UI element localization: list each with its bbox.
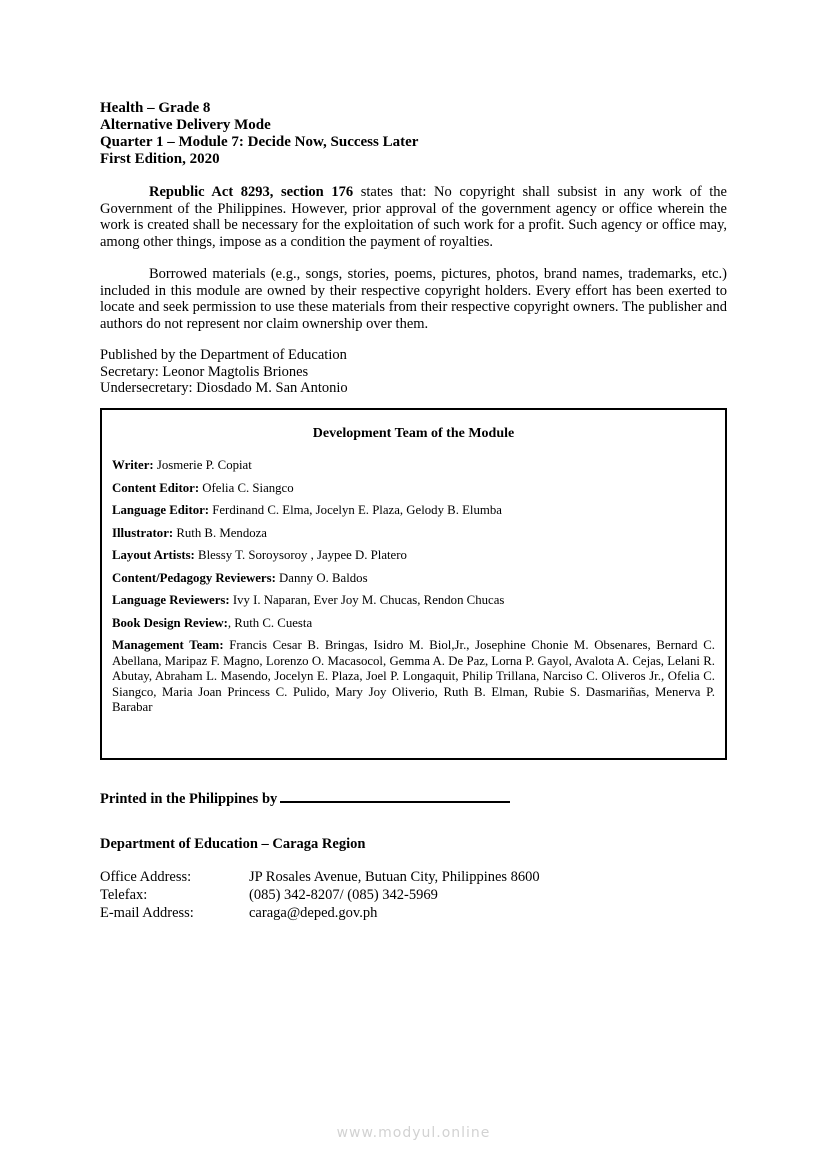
development-team-box bbox=[100, 408, 727, 760]
copyright-notice bbox=[100, 184, 727, 250]
team-members: Ferdinand C. Elma, Jocelyn E. Plaza, Gelody B. Elumba bbox=[209, 503, 502, 517]
watermark: www.modyul.online bbox=[336, 1125, 491, 1141]
module-title: Quarter 1 – Module 7: Decide Now, Success Later bbox=[100, 134, 419, 150]
team-row-layout-artists bbox=[112, 548, 715, 563]
publisher-info bbox=[100, 347, 348, 397]
copyright-text: states that: No copyright shall subsist in any work of the Government of the Philippines. However, prior approval of the government agency or office wherein the work is created shall be necessary for the exploitation of such work for a profit. Such agency or office may, among other things, impose as a condition the payment of royalties. bbox=[100, 184, 727, 250]
team-members: Ofelia C. Siangco bbox=[199, 480, 294, 495]
contact-label: Telefax: bbox=[100, 887, 148, 903]
edition: First Edition, 2020 bbox=[100, 151, 220, 167]
team-members: Danny O. Baldos bbox=[275, 570, 368, 585]
borrowed-materials-notice: Borrowed materials (e.g., songs, stories, poems, pictures, photos, brand names, trademarks, etc.) included in this module are owned by their respective copyright holders. Every effort has been exerted to locate and seek permission to use these materials from their respective copyright owners. The publisher and authors do not represent nor claim ownership over them. bbox=[100, 266, 727, 332]
team-row-management bbox=[112, 638, 715, 716]
printed-by bbox=[100, 789, 510, 808]
team-role-label: Content/Pedagogy Reviewers: bbox=[112, 570, 276, 585]
contact-label: Office Address: bbox=[100, 869, 192, 885]
printer-blank-line bbox=[280, 789, 510, 803]
team-role-label: Book Design Review: bbox=[112, 615, 228, 630]
team-row-illustrator bbox=[112, 526, 715, 541]
delivery-mode: Alternative Delivery Mode bbox=[100, 117, 271, 133]
team-row-writer bbox=[112, 458, 715, 473]
team-row-language-reviewers bbox=[112, 593, 715, 608]
team-list bbox=[112, 458, 715, 723]
module-title-block bbox=[100, 100, 418, 168]
team-title: Development Team of the Module bbox=[312, 426, 515, 441]
team-role-label: Management Team: bbox=[112, 638, 224, 652]
undersecretary: Undersecretary: Diosdado M. San Antonio bbox=[100, 380, 348, 396]
team-members: Ivy I. Naparan, Ever Joy M. Chucas, Rendon Chucas bbox=[229, 593, 505, 607]
contact-value: JP Rosales Avenue, Butuan City, Philippines 8600 bbox=[249, 869, 540, 885]
team-members: Josmerie P. Copiat bbox=[153, 458, 252, 472]
team-role-label: Language Reviewers: bbox=[112, 593, 230, 607]
team-members: Ruth B. Mendoza bbox=[173, 525, 267, 540]
team-members: Francis Cesar B. Bringas, Isidro M. Biol,Jr., Josephine Chonie M. Obsenares, Bernard C. Abellana, Maripaz F. Magno, Lorenzo O. Macasocol, Gemma A. De Paz, Lorna P. Gayol, Avalota A. Cejas, Lelani R. Abutay, Abraham L. Masendo, Jocelyn E. Plaza, Joel P. Longaquit, Philip Trillana, Narciso C. Oliveros Jr., Ofelia C. Siangco, Maria Joan Princess C. Pulido, Mary Joy Oliverio, Ruth B. Elman, Rubie S. Dasmariñas, Menerva P. Barabar bbox=[112, 638, 715, 714]
team-row-content-reviewers bbox=[112, 571, 715, 586]
publisher: Published by the Department of Education bbox=[100, 347, 347, 363]
region-name: Department of Education – Caraga Region bbox=[100, 836, 366, 852]
subject-title: Health – Grade 8 bbox=[100, 100, 211, 116]
team-role-label: Writer: bbox=[112, 458, 154, 472]
team-role-label: Language Editor: bbox=[112, 503, 210, 517]
team-members: , Ruth C. Cuesta bbox=[227, 615, 313, 630]
secretary: Secretary: Leonor Magtolis Briones bbox=[100, 363, 309, 380]
team-role-label: Content Editor: bbox=[112, 480, 200, 495]
printed-by-label: Printed in the Philippines by bbox=[100, 791, 278, 807]
team-role-label: Layout Artists: bbox=[112, 548, 195, 562]
contact-value: caraga@deped.gov.ph bbox=[249, 905, 378, 921]
team-row-book-design bbox=[112, 616, 715, 631]
contact-value: (085) 342-8207/ (085) 342-5969 bbox=[249, 887, 438, 903]
team-row-content-editor bbox=[112, 481, 715, 496]
contact-label: E-mail Address: bbox=[100, 905, 194, 921]
team-row-language-editor bbox=[112, 503, 715, 518]
team-members: Blessy T. Soroysoroy , Jaypee D. Platero bbox=[194, 548, 407, 562]
team-role-label: Illustrator: bbox=[112, 525, 174, 540]
republic-act-reference: Republic Act 8293, section 176 bbox=[149, 184, 354, 200]
